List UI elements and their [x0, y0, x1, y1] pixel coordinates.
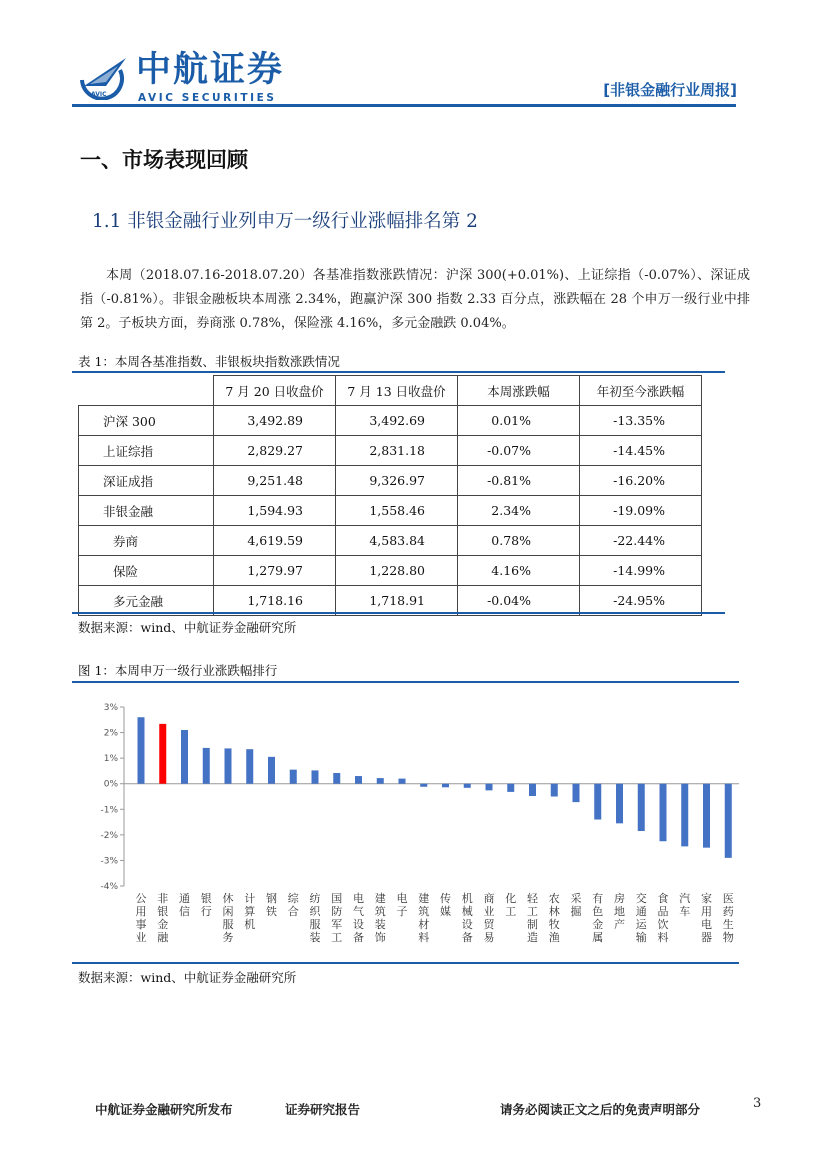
ytd-change-cell: -16.20%: [580, 466, 702, 496]
row-label: 券商: [79, 526, 214, 556]
bar: [225, 748, 232, 783]
x-category-label: 非银金融: [157, 892, 169, 944]
bar: [725, 784, 732, 858]
footer-publisher: 中航证券金融研究所发布: [95, 1102, 233, 1117]
weekly-change-cell: -0.81%: [458, 466, 580, 496]
close-0713-cell: 4,583.84: [336, 526, 458, 556]
bar: [159, 724, 166, 784]
weekly-change-cell: -0.07%: [458, 436, 580, 466]
close-0713-cell: 1,228.80: [336, 556, 458, 586]
page-number: 3: [753, 1096, 762, 1111]
ytd-change-cell: -13.35%: [580, 406, 702, 436]
close-0713-cell: 9,326.97: [336, 466, 458, 496]
row-label: 多元金融: [79, 586, 214, 616]
weekly-change-cell: 4.16%: [458, 556, 580, 586]
report-type-tag: [非银金融行业周报]: [603, 81, 737, 99]
close-0720-cell: 3,492.89: [214, 406, 336, 436]
bar: [464, 784, 471, 788]
y-tick-label: 0%: [103, 779, 118, 790]
close-0720-cell: 1,279.97: [214, 556, 336, 586]
x-category-label: 农林牧渔: [548, 892, 560, 944]
table-row: [79, 436, 702, 466]
x-category-label: 综合: [287, 892, 299, 918]
x-category-label: 食品饮料: [657, 892, 669, 944]
bar: [703, 784, 710, 848]
x-category-label: 采掘: [570, 892, 582, 918]
bar: [660, 784, 667, 842]
table-header-row: [79, 376, 702, 406]
x-category-label: 机械设备: [461, 892, 473, 944]
weekly-change-cell: 0.01%: [458, 406, 580, 436]
bar: [203, 748, 210, 784]
x-category-label: 家用电器: [701, 892, 712, 944]
table-bottom-rule: [72, 612, 725, 614]
bar: [377, 778, 384, 784]
bar: [638, 784, 645, 831]
logo-text: AVIC: [91, 91, 107, 98]
y-tick-label: 1%: [103, 754, 118, 765]
close-0713-cell: 1,718.91: [336, 586, 458, 616]
y-tick-label: -2%: [100, 830, 118, 841]
avic-logo-icon: [76, 56, 128, 100]
column-header: 本周涨跌幅: [458, 376, 580, 406]
close-0720-cell: 2,829.27: [214, 436, 336, 466]
y-tick-label: -1%: [100, 805, 118, 816]
bar: [138, 717, 145, 783]
bar: [594, 784, 601, 820]
x-category-label: 汽车: [679, 892, 691, 918]
bar: [355, 776, 362, 784]
bar: [529, 784, 536, 796]
close-0713-cell: 2,831.18: [336, 436, 458, 466]
section-title: 一、市场表现回顾: [80, 147, 248, 172]
x-category-label: 化工: [505, 892, 517, 918]
close-0713-cell: 3,492.69: [336, 406, 458, 436]
close-0720-cell: 4,619.59: [214, 526, 336, 556]
y-tick-label: 3%: [103, 703, 118, 713]
row-label: 深证成指: [79, 466, 214, 496]
weekly-change-cell: -0.04%: [458, 586, 580, 616]
x-category-label: 计算机: [244, 892, 256, 931]
bar: [573, 784, 580, 802]
bar: [268, 757, 275, 784]
table-row: [79, 526, 702, 556]
x-category-label: 国防军工: [331, 892, 343, 944]
bar: [616, 784, 623, 824]
bar: [420, 784, 427, 787]
row-label: 沪深 300: [79, 406, 214, 436]
table-corner-cell: [79, 376, 214, 406]
x-category-label: 纺织服装: [309, 892, 321, 944]
close-0720-cell: 1,718.16: [214, 586, 336, 616]
x-category-label: 电子: [396, 892, 408, 918]
figure-bottom-rule: [72, 962, 739, 964]
figure-source-note: 数据来源：wind、中航证券金融研究所: [78, 970, 297, 985]
table-row: [79, 466, 702, 496]
x-category-label: 商业贸易: [483, 892, 495, 944]
footer-disclaimer-note: 请务必阅读正文之后的免责声明部分: [500, 1102, 701, 1117]
column-header: 7 月 13 日收盘价: [336, 376, 458, 406]
bar: [246, 749, 253, 784]
footer-report-type: 证券研究报告: [285, 1102, 361, 1117]
body-paragraph: 本周（2018.07.16-2018.07.20）各基准指数涨跌情况：沪深 300(+0.01%)、上证综指（-0.07%）、深证成指（-0.81%）。非银金融板块本周涨 2.34%，跑赢沪深 300 指数 2.33 百分点，涨跌幅在 28 个申万一级行业中排第 2。子板块方面，券商涨 0.78%，保险涨 4.16%，多元金融跌 0.04%。: [80, 268, 750, 331]
ytd-change-cell: -22.44%: [580, 526, 702, 556]
brand-name-cn: 中航证券: [136, 50, 285, 90]
y-tick-label: 2%: [103, 728, 118, 739]
figure-top-rule: [72, 681, 739, 683]
bar: [507, 784, 514, 792]
ytd-change-cell: -24.95%: [580, 586, 702, 616]
y-tick-label: -3%: [100, 856, 118, 867]
row-label: 非银金融: [79, 496, 214, 526]
close-0713-cell: 1,558.46: [336, 496, 458, 526]
x-category-label: 银行: [200, 892, 212, 918]
x-category-label: 公用事业: [135, 892, 147, 944]
subsection-title: 1.1 非银金融行业列申万一级行业涨幅排名第 2: [92, 211, 478, 232]
x-category-label: 传媒: [440, 892, 451, 918]
bar: [442, 784, 449, 788]
x-category-label: 有色金属: [592, 892, 604, 944]
x-category-label: 电气设备: [353, 892, 364, 944]
bar: [486, 784, 493, 791]
weekly-change-cell: 2.34%: [458, 496, 580, 526]
industry-ranking-chart: [72, 686, 739, 960]
x-category-label: 通信: [179, 892, 190, 918]
x-category-label: 交通运输: [635, 892, 647, 944]
bar: [399, 779, 406, 784]
ytd-change-cell: -14.45%: [580, 436, 702, 466]
header-divider: [72, 104, 736, 107]
table-row: [79, 556, 702, 586]
x-category-label: 建筑材料: [418, 892, 430, 944]
bar: [290, 770, 297, 784]
x-category-label: 建筑装饰: [374, 892, 386, 944]
close-0720-cell: 9,251.48: [214, 466, 336, 496]
row-label: 保险: [79, 556, 214, 586]
index-performance-table: [78, 375, 702, 616]
x-category-label: 医药生物: [722, 892, 734, 944]
weekly-change-cell: 0.78%: [458, 526, 580, 556]
bar: [333, 773, 340, 784]
column-header: 年初至今涨跌幅: [580, 376, 702, 406]
table-source-note: 数据来源：wind、中航证券金融研究所: [78, 620, 297, 635]
bar: [181, 730, 188, 784]
bar: [551, 784, 558, 797]
bar: [312, 770, 319, 783]
table-row: [79, 496, 702, 526]
x-category-label: 钢铁: [266, 892, 277, 918]
ytd-change-cell: -14.99%: [580, 556, 702, 586]
column-header: 7 月 20 日收盘价: [214, 376, 336, 406]
y-tick-label: -4%: [100, 882, 118, 892]
table-row: [79, 586, 702, 616]
x-category-label: 房地产: [614, 892, 625, 931]
x-category-label: 轻工制造: [527, 892, 538, 944]
table-caption: 表 1：本周各基准指数、非银板块指数涨跌情况: [78, 354, 340, 369]
x-category-label: 休闲服务: [222, 892, 234, 944]
figure-caption: 图 1：本周申万一级行业涨跌幅排行: [78, 663, 278, 678]
ytd-change-cell: -19.09%: [580, 496, 702, 526]
table-top-rule: [72, 371, 725, 373]
close-0720-cell: 1,594.93: [214, 496, 336, 526]
bar: [681, 784, 688, 847]
table-row: [79, 406, 702, 436]
brand-name-en: AVIC SECURITIES: [138, 92, 277, 104]
row-label: 上证综指: [79, 436, 214, 466]
